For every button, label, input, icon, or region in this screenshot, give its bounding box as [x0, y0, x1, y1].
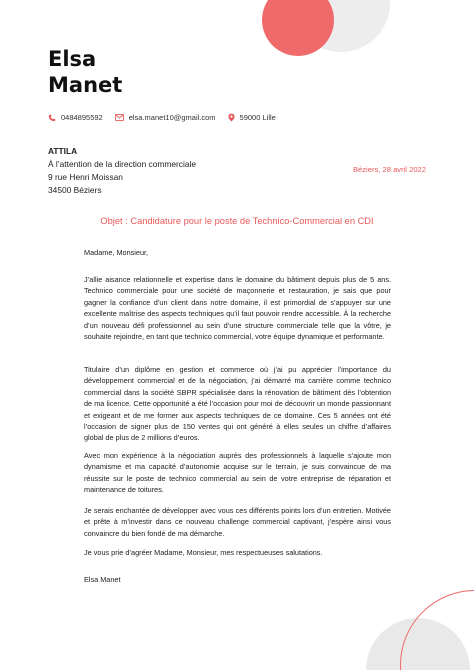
- recipient-block: [48, 145, 196, 197]
- paragraph-4: [84, 505, 391, 539]
- paragraph-5: [84, 547, 391, 558]
- recipient-company: ATTILA: [48, 146, 78, 156]
- paragraph-text: J’allie aisance relationnelle et expertise dans le domaine du bâtiment depuis plus de 5 ans. Technico commerciale pour une société de maçonnerie et restauration, je sais que pour gagner la confiance d’un client dans notre domaine, il est primordial de s’appuyer sur une excellente maîtrise des aspects techniques qu’il faut pouvoir rendre accessible. À la recherche d’un nouveau défi professionnel au sein d’une structure commerciale telle que la vôtre, je souhaite rejoindre, en tant que technico commercial, votre équipe dynamique et performante.: [84, 275, 391, 342]
- contact-location: [228, 113, 276, 122]
- paragraph-3: [84, 450, 391, 496]
- letter-date: Béziers, 28 avril 2022: [352, 165, 426, 174]
- recipient-city: 34500 Béziers: [48, 185, 102, 195]
- paragraph-text: Titulaire d’un diplôme en gestion et commerce où j’ai pu apprécier l’importance du développement commercial et de la négociation, j’ai démarré ma carrière comme technico commercial dans la société SBPR spécialisée dans la rénovation de bâtiment dès l’obtention de ma licence. Cette opportunité a été l’occasion pour moi de découvrir un monde passionnant et exigeant et de me former aux aspects techniques de ce domaine. Ces 5 années ont été l’occasion de signer plus de 150 ventes qui ont généré à elles seules un chiffre d’affaires global de plus de 2 millions d’euros.: [84, 365, 391, 443]
- salutation-text: Madame, Monsieur,: [84, 248, 149, 257]
- paragraph-text: Je serais enchantée de développer avec vous ces différents points lors d’un entretien. Motivée et prête à m’investir dans ce nouveau challenge commercial captivant, j’espère ainsi vous convaincre du bien fondé de ma démarche.: [84, 506, 391, 538]
- map-pin-icon: [228, 113, 235, 122]
- first-name: Elsa: [48, 47, 97, 71]
- letter-signature: [84, 574, 391, 585]
- contact-email: [115, 113, 216, 122]
- applicant-name: [48, 46, 122, 98]
- letter-subject: Objet : Candidature pour le poste de Technico-Commercial en CDI: [100, 216, 374, 226]
- paragraph-1: [84, 274, 391, 342]
- email-address: elsa.manet10@gmail.com: [128, 113, 216, 122]
- signature-name: Elsa Manet: [84, 575, 121, 584]
- phone-icon: [48, 114, 56, 122]
- paragraph-2: [84, 364, 391, 444]
- letter-salutation: [84, 247, 391, 258]
- phone-number: 0484895592: [61, 113, 103, 122]
- contact-info: [48, 113, 288, 122]
- recipient-street: 9 rue Henri Moissan: [48, 172, 123, 182]
- recipient-attention: À l’attention de la direction commerciale: [48, 159, 197, 169]
- decorative-ring-bottom: [400, 590, 474, 670]
- location-text: 59000 Lille: [239, 113, 276, 122]
- paragraph-text: Je vous prie d’agréer Madame, Monsieur, mes respectueuses salutations.: [84, 548, 323, 557]
- contact-phone: [48, 113, 103, 122]
- envelope-icon: [115, 114, 124, 121]
- paragraph-text: Avec mon expérience à la négociation auprès des professionnels à laquelle s’ajoute mon dynamisme et ma capacité d’autonomie acquise sur le terrain, je suis convaincue de ma réussite sur le poste de technico commercial au sein de votre entreprise de réparation et maintenance de toitures.: [84, 451, 391, 495]
- last-name: Manet: [48, 73, 123, 97]
